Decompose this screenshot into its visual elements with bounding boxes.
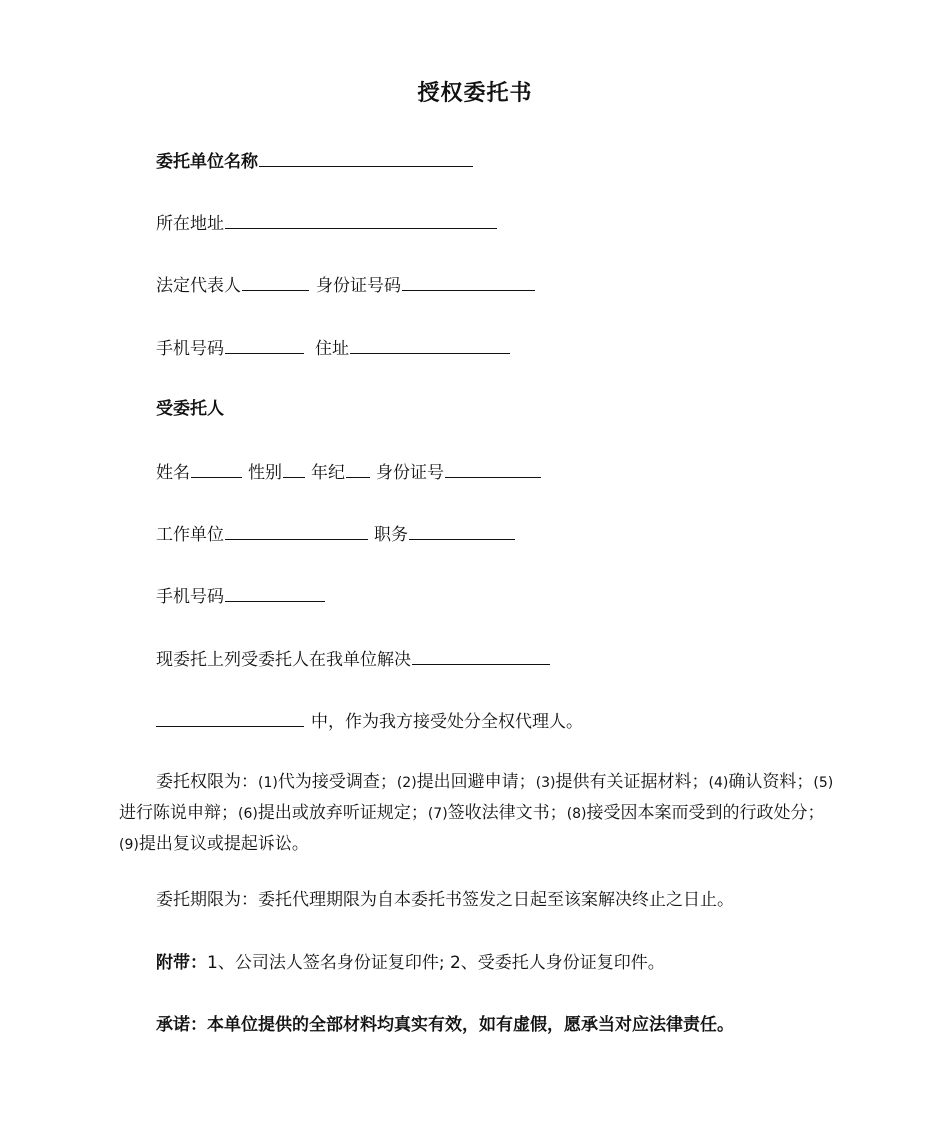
authority-item: (5)进行陈说申辩； <box>119 775 834 823</box>
address-blank[interactable] <box>225 210 497 229</box>
entrust-text-1: 现委托上列受委托人在我单位解决 <box>156 650 411 670</box>
legal-rep-blank[interactable] <box>242 272 309 291</box>
id-number-label: 身份证号码 <box>316 276 401 296</box>
gender-label: 性别 <box>248 463 282 483</box>
authority-item: (6)提出或放弃听证规定； <box>238 803 428 823</box>
position-blank[interactable] <box>409 521 515 540</box>
commitment-text: 本单位提供的全部材料均真实有效，如有虚假，愿承当对应法律责任。 <box>207 1015 734 1035</box>
authority-item: (4)确认资料； <box>708 772 814 792</box>
position-label: 职务 <box>374 525 408 545</box>
trustee-phone-blank[interactable] <box>225 583 325 602</box>
trustee-phone-row <box>156 583 326 609</box>
attachment-text: 1、公司法人签名身份证复印件; 2、受委托人身份证复印件。 <box>207 953 665 973</box>
matter-blank[interactable] <box>412 646 550 665</box>
unit-phone-blank[interactable] <box>225 335 304 354</box>
address-label: 所在地址 <box>156 214 224 234</box>
gender-blank[interactable] <box>283 459 305 478</box>
unit-phone-label: 手机号码 <box>156 339 224 359</box>
workplace-row <box>156 521 516 547</box>
legal-rep-label: 法定代表人 <box>156 276 241 296</box>
workplace-label: 工作单位 <box>156 525 224 545</box>
entrust-line-2 <box>156 708 583 734</box>
trustee-name-label: 姓名 <box>156 463 190 483</box>
attachment-row <box>156 951 665 975</box>
address-row <box>156 210 498 236</box>
entrust-text-2: 中，作为我方接受处分全权代理人。 <box>311 712 583 732</box>
authority-item: (1)代为接受调查； <box>258 772 397 792</box>
commitment-row <box>156 1013 734 1037</box>
unit-name-label: 委托单位名称 <box>156 152 258 172</box>
authority-item: (7)签收法律文书； <box>427 803 567 823</box>
matter-continued-blank[interactable] <box>156 708 304 727</box>
residence-blank[interactable] <box>350 335 510 354</box>
workplace-blank[interactable] <box>225 521 368 540</box>
trustee-phone-label: 手机号码 <box>156 587 224 607</box>
term-text: 委托期限为：委托代理期限为自本委托书签发之日起至该案解决终止之日止。 <box>156 890 734 910</box>
trustee-heading: 受委托人 <box>156 399 224 419</box>
authority-paragraph <box>119 767 839 860</box>
trustee-id-label: 身份证号 <box>376 463 444 483</box>
legal-rep-row <box>156 272 536 298</box>
commitment-label: 承诺： <box>156 1015 207 1035</box>
authority-label: 委托权限为： <box>156 772 258 792</box>
trustee-name-blank[interactable] <box>191 459 242 478</box>
document-title: 授权委托书 <box>417 81 533 106</box>
residence-label: 住址 <box>315 339 349 359</box>
authority-item: (8)接受因本案而受到的行政处分； <box>566 803 825 823</box>
attachment-label: 附带： <box>156 953 207 973</box>
authority-item: (3)提供有关证据材料； <box>535 772 709 792</box>
age-blank[interactable] <box>346 459 370 478</box>
age-label: 年纪 <box>311 463 345 483</box>
trustee-id-blank[interactable] <box>445 459 541 478</box>
unit-name-row <box>156 148 474 174</box>
unit-phone-row <box>156 335 511 361</box>
unit-name-blank[interactable] <box>259 148 473 167</box>
authority-item: (9)提出复议或提起诉讼。 <box>119 834 309 854</box>
authority-item: (2)提出回避申请； <box>396 772 536 792</box>
id-number-blank[interactable] <box>402 272 535 291</box>
trustee-basic-row <box>156 459 542 485</box>
entrust-line-1 <box>156 646 551 672</box>
